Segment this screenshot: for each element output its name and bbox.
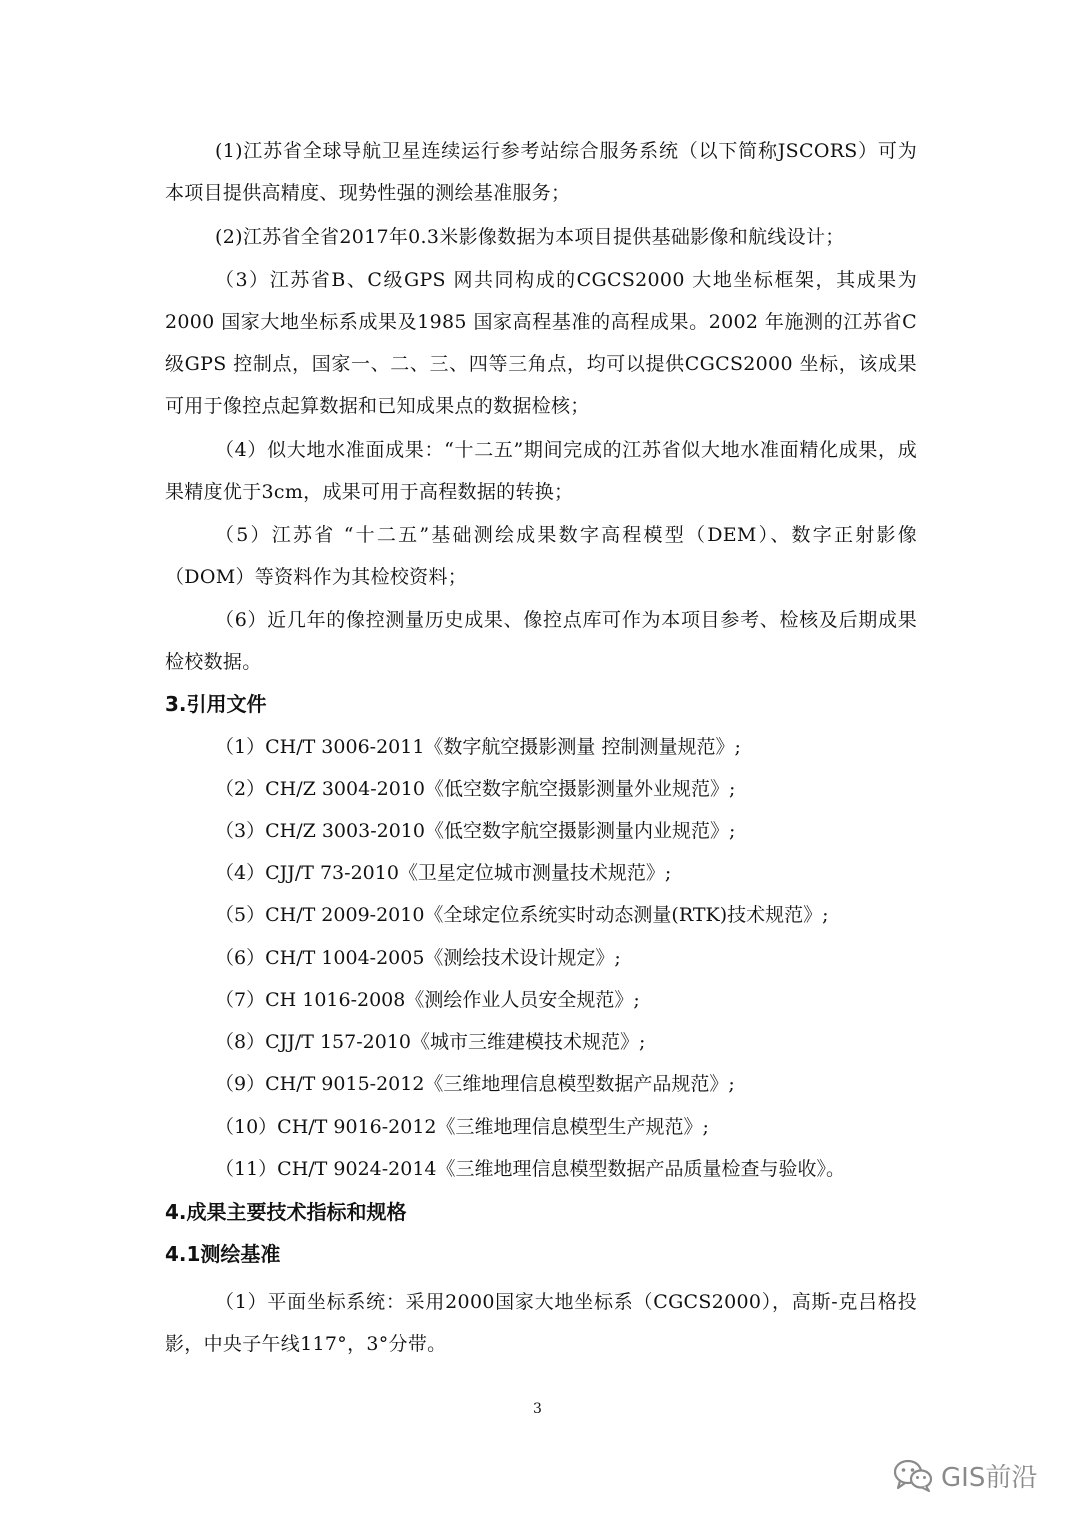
wechat-icon xyxy=(893,1458,933,1492)
page-number: 3 xyxy=(533,1401,542,1417)
reference-item: （7）CH 1016-2008《测绘作业人员安全规范》; xyxy=(215,989,640,1011)
reference-item: （8）CJJ/T 157-2010《城市三维建模技术规范》; xyxy=(215,1031,646,1053)
reference-item: （6）CH/T 1004-2005《测绘技术设计规定》; xyxy=(215,947,621,969)
reference-item: （5）CH/T 2009-2010《全球定位系统实时动态测量(RTK)技术规范》; xyxy=(215,904,829,926)
section-4-heading: 4.成果主要技术指标和规格 xyxy=(165,1200,407,1224)
watermark-text: GIS前沿 xyxy=(941,1462,1038,1493)
section-4-1-heading: 4.1测绘基准 xyxy=(165,1242,281,1266)
watermark xyxy=(893,1455,1037,1495)
section-3-heading: 3.引用文件 xyxy=(165,692,267,716)
paragraph-jscors: (1)江苏省全球导航卫星连续运行参考站综合服务系统（以下简称JSCORS）可为本项目提供高精度、现势性强的测绘基准服务； xyxy=(165,140,917,204)
paragraph-cgcs2000-frame: （3）江苏省B、C级GPS 网共同构成的CGCS2000 大地坐标框架，其成果为2000 国家大地坐标系成果及1985 国家高程基准的高程成果。2002 年施测的江苏省C 级GPS 控制点，国家一、二、三、四等三角点，均可以提供CGCS2000 坐标，该成果可用于像控点起算数据和已知成果点的数据检核； xyxy=(165,269,917,417)
reference-item: （9）CH/T 9015-2012《三维地理信息模型数据产品规范》; xyxy=(215,1073,735,1095)
paragraph-plane-coordinate: （1）平面坐标系统：采用2000国家大地坐标系（CGCS2000），高斯-克吕格投影，中央子午线117°，3°分带。 xyxy=(165,1291,917,1355)
paragraph-geoid: （4）似大地水准面成果：“十二五”期间完成的江苏省似大地水准面精化成果，成果精度优于3cm，成果可用于高程数据的转换； xyxy=(165,439,917,503)
reference-item: （1）CH/T 3006-2011《数字航空摄影测量 控制测量规范》; xyxy=(215,736,741,758)
reference-item: （2）CH/Z 3004-2010《低空数字航空摄影测量外业规范》; xyxy=(215,778,736,800)
reference-item: （11）CH/T 9024-2014《三维地理信息模型数据产品质量检查与验收》。 xyxy=(215,1158,846,1180)
reference-item: （10）CH/T 9016-2012《三维地理信息模型生产规范》; xyxy=(215,1116,709,1138)
paragraph-control-history: （6）近几年的像控测量历史成果、像控点库可作为本项目参考、检核及后期成果检校数据。 xyxy=(165,609,917,673)
reference-item: （4）CJJ/T 73-2010《卫星定位城市测量技术规范》; xyxy=(215,862,672,884)
reference-item: （3）CH/Z 3003-2010《低空数字航空摄影测量内业规范》; xyxy=(215,820,736,842)
paragraph-dem-dom: （5）江苏省 “十二五”基础测绘成果数字高程模型（DEM）、数字正射影像（DOM）等资料作为其检校资料； xyxy=(165,524,917,588)
paragraph-image-data: (2)江苏省全省2017年0.3米影像数据为本项目提供基础影像和航线设计； xyxy=(215,226,845,248)
